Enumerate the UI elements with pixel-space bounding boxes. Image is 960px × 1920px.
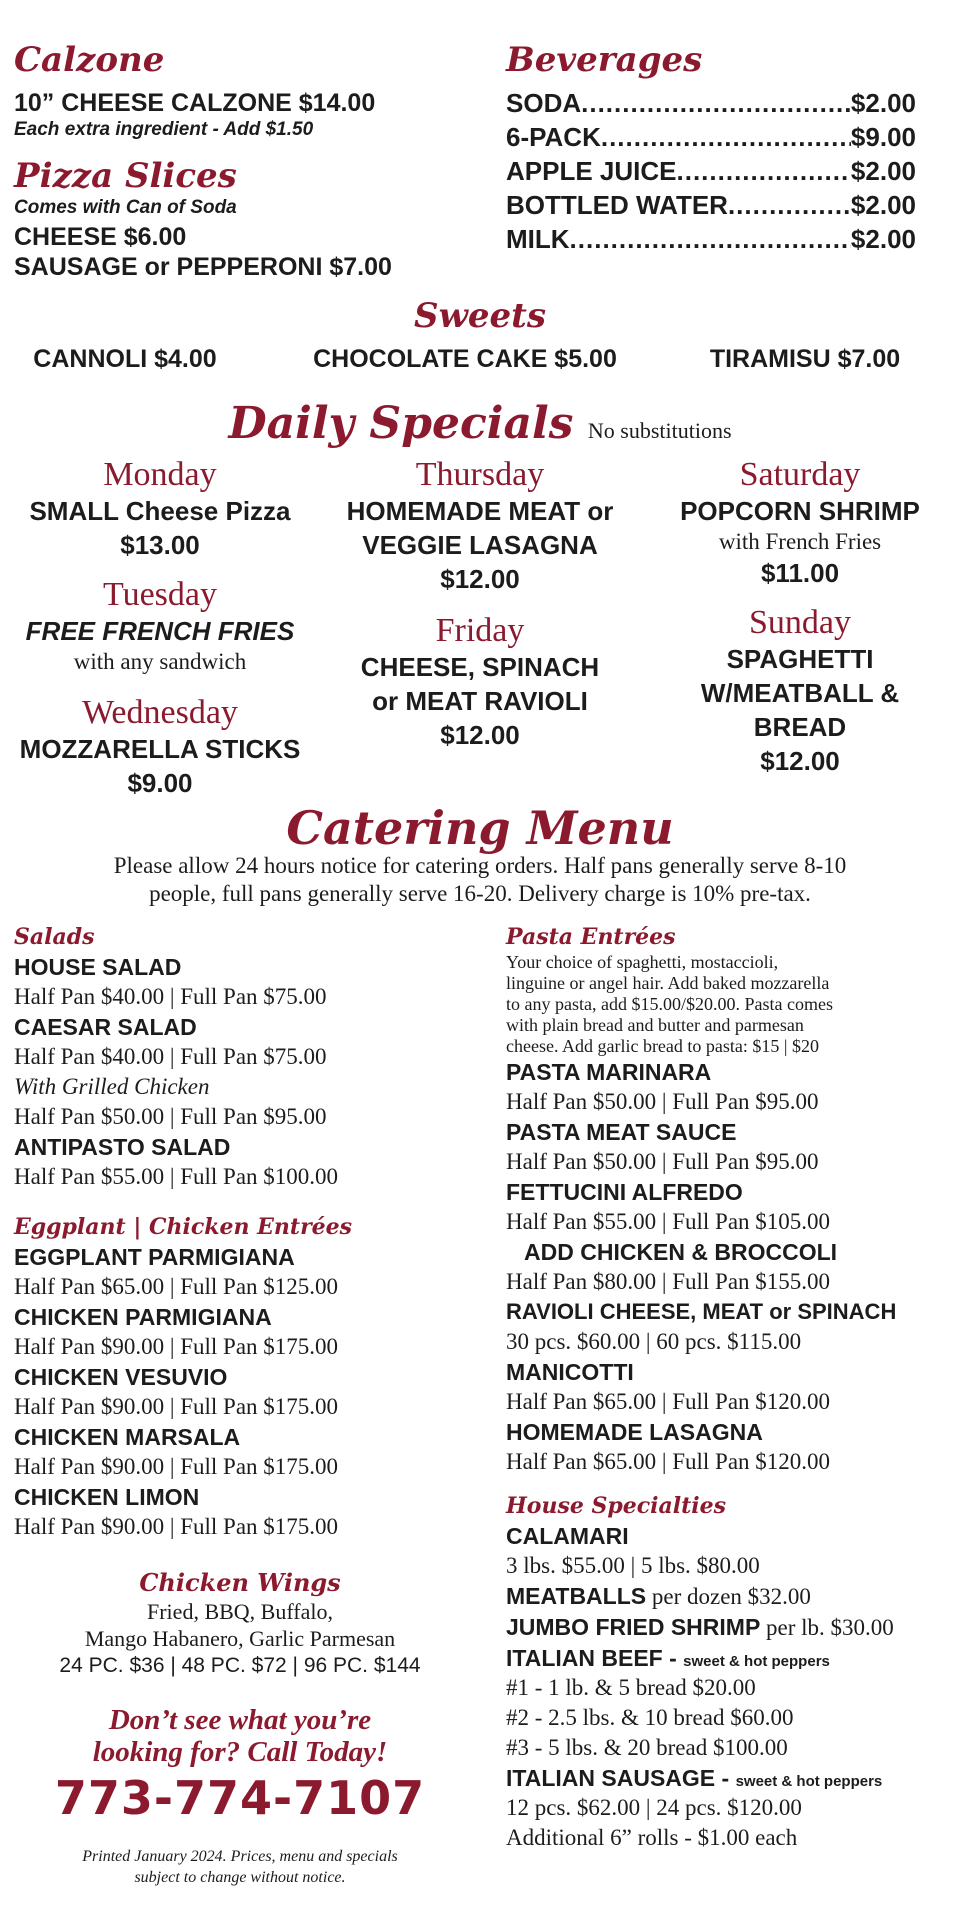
special-dish: FREE FRENCH FRIES	[25, 616, 295, 646]
special-dish: HOMEMADE MEAT or	[346, 496, 614, 526]
pasta-desc-line: linguine or angel hair. Add baked mozzarella	[506, 973, 830, 993]
call-line-2: looking for? Call Today!	[92, 1736, 388, 1768]
beverage-row	[506, 120, 916, 154]
call-line-1: Don’t see what you’re	[108, 1704, 372, 1736]
pasta-desc-line: to any pasta, add $15.00/$20.00. Pasta comes	[506, 994, 833, 1014]
meatballs-price: per dozen $32.00	[646, 1584, 811, 1609]
special-detail: with French Fries	[718, 529, 882, 554]
special-wednesday	[0, 694, 320, 800]
italian-sausage-row	[506, 1763, 956, 1793]
special-saturday	[640, 456, 960, 590]
italian-beef-row	[506, 1643, 956, 1673]
beverages-list	[506, 86, 916, 256]
pasta-price: Half Pan $55.00 | Full Pan $105.00	[506, 1209, 831, 1234]
italian-sausage-price: 12 pcs. $62.00 | 24 pcs. $120.00	[506, 1795, 802, 1820]
beverage-name: SODA	[506, 88, 582, 118]
footer-line-1: Printed January 2024. Prices, menu and specials	[82, 1848, 398, 1865]
footer-line-2: subject to change without notice.	[134, 1869, 346, 1886]
entree-name: CHICKEN MARSALA	[14, 1424, 241, 1450]
calzone-title: Calzone	[14, 40, 165, 80]
day-label: Saturday	[739, 456, 861, 493]
special-dish: SPAGHETTI	[726, 644, 874, 674]
entree-name: CHICKEN LIMON	[14, 1484, 200, 1510]
special-price: $12.00	[760, 746, 840, 776]
day-label: Thursday	[415, 456, 545, 493]
pasta-desc-line: Your choice of spaghetti, mostaccioli,	[506, 952, 779, 972]
pasta-name: PASTA MARINARA	[506, 1059, 712, 1085]
day-label: Friday	[435, 612, 525, 649]
special-dish: W/MEATBALL &	[700, 678, 900, 708]
dot-leader	[601, 120, 851, 154]
caesar-option: With Grilled Chicken	[14, 1074, 210, 1099]
beverage-name: APPLE JUICE	[506, 156, 677, 186]
call-today	[0, 1704, 480, 1828]
house-salad-price: Half Pan $40.00 | Full Pan $75.00	[14, 984, 327, 1009]
day-label: Monday	[103, 456, 217, 493]
shrimp-name: JUMBO FRIED SHRIMP	[506, 1614, 761, 1640]
pasta-price: Half Pan $65.00 | Full Pan $120.00	[506, 1449, 831, 1474]
entree-price: Half Pan $90.00 | Full Pan $175.00	[14, 1454, 339, 1479]
special-price: $12.00	[440, 720, 520, 750]
pizza-slice-sausage: SAUSAGE or PEPPERONI $7.00	[14, 253, 392, 281]
pasta-desc-line: with plain bread and butter and parmesan	[506, 1015, 804, 1035]
pasta-price: Half Pan $50.00 | Full Pan $95.00	[506, 1089, 819, 1114]
pasta-description	[506, 952, 956, 1057]
sweets-title: Sweets	[414, 296, 546, 336]
entree-price: Half Pan $90.00 | Full Pan $175.00	[14, 1334, 339, 1359]
calzone-note: Each extra ingredient - Add $1.50	[14, 119, 314, 140]
dot-leader	[728, 188, 851, 222]
caesar-option-price: Half Pan $50.00 | Full Pan $95.00	[14, 1104, 327, 1129]
italian-beef-option: #3 - 5 lbs. & 20 bread $100.00	[506, 1735, 788, 1760]
pizza-slices-title: Pizza Slices	[14, 156, 237, 196]
catering-right-column	[506, 922, 956, 1853]
day-label: Wednesday	[82, 694, 238, 731]
day-label: Sunday	[749, 604, 851, 641]
calamari-name: CALAMARI	[506, 1523, 629, 1549]
special-tuesday	[0, 576, 320, 676]
beverage-row	[506, 154, 916, 188]
special-dish: BREAD	[753, 712, 847, 742]
special-dish: MOZZARELLA STICKS	[19, 734, 301, 764]
entree-name: CHICKEN VESUVIO	[14, 1364, 228, 1390]
beverage-name: MILK	[506, 224, 570, 254]
wings-prices: 24 PC. $36 | 48 PC. $72 | 96 PC. $144	[59, 1654, 421, 1677]
italian-sausage-note: sweet & hot peppers	[735, 1773, 883, 1790]
italian-beef-option: #2 - 2.5 lbs. & 10 bread $60.00	[506, 1705, 794, 1730]
beverage-price: $2.00	[850, 156, 916, 186]
special-price: $11.00	[760, 558, 840, 588]
entree-price: Half Pan $90.00 | Full Pan $175.00	[14, 1514, 339, 1539]
special-monday	[0, 456, 320, 562]
beverage-row	[506, 86, 916, 120]
entree-name: EGGPLANT PARMIGIANA	[14, 1244, 295, 1270]
beverage-row	[506, 188, 916, 222]
special-dish: VEGGIE LASAGNA	[362, 530, 598, 560]
italian-sausage-name: ITALIAN SAUSAGE -	[506, 1765, 736, 1791]
pizza-slice-cheese: CHEESE $6.00	[14, 223, 187, 251]
pasta-name: HOMEMADE LASAGNA	[506, 1419, 763, 1445]
daily-specials-title: Daily Specials	[228, 398, 574, 449]
beverage-price: $2.00	[850, 224, 916, 254]
beverage-name: BOTTLED WATER	[506, 190, 728, 220]
pizza-slices-note: Comes with Can of Soda	[14, 197, 237, 218]
dot-leader	[570, 222, 851, 256]
special-dish: POPCORN SHRIMP	[680, 496, 920, 526]
italian-beef-note: sweet & hot peppers	[683, 1653, 830, 1670]
wings-title: Chicken Wings	[139, 1568, 341, 1597]
special-dish: CHEESE, SPINACH	[360, 652, 600, 682]
catering-left-column	[14, 922, 484, 1542]
caesar-salad-name: CAESAR SALAD	[14, 1014, 197, 1040]
beverage-price: $2.00	[850, 88, 916, 118]
meatballs-name: MEATBALLS	[506, 1583, 647, 1609]
italian-beef-option: #1 - 1 lb. & 5 bread $20.00	[506, 1675, 756, 1700]
house-salad-name: HOUSE SALAD	[14, 954, 182, 980]
catering-title: Catering Menu	[286, 801, 674, 855]
caesar-salad-price: Half Pan $40.00 | Full Pan $75.00	[14, 1044, 327, 1069]
beverage-price: $2.00	[850, 190, 916, 220]
entree-price: Half Pan $90.00 | Full Pan $175.00	[14, 1394, 339, 1419]
house-specialties-title: House Specialties	[506, 1493, 727, 1519]
sweet-chocolate-cake: CHOCOLATE CAKE $5.00	[313, 345, 617, 373]
pasta-price: Half Pan $50.00 | Full Pan $95.00	[506, 1149, 819, 1174]
shrimp-row	[506, 1612, 956, 1643]
meatballs-row	[506, 1581, 956, 1612]
special-price: $9.00	[127, 768, 193, 798]
pasta-name: MANICOTTI	[506, 1359, 634, 1385]
pasta-price: Half Pan $80.00 | Full Pan $155.00	[506, 1269, 831, 1294]
special-friday	[320, 612, 640, 752]
special-price: $13.00	[120, 530, 200, 560]
sweet-tiramisu: TIRAMISU $7.00	[709, 345, 901, 373]
pasta-name: PASTA MEAT SAUCE	[506, 1119, 737, 1145]
entrees-title: Eggplant | Chicken Entrées	[14, 1214, 353, 1240]
day-label: Tuesday	[103, 576, 217, 613]
calamari-price: 3 lbs. $55.00 | 5 lbs. $80.00	[506, 1553, 760, 1578]
dot-leader	[581, 86, 851, 120]
dot-leader	[677, 154, 851, 188]
salads-title: Salads	[14, 924, 95, 950]
beverage-row	[506, 222, 916, 256]
wings-line-2: Mango Habanero, Garlic Parmesan	[84, 1626, 396, 1651]
entree-price: Half Pan $65.00 | Full Pan $125.00	[14, 1274, 339, 1299]
catering-intro-2: people, full pans generally serve 16-20. Delivery charge is 10% pre-tax.	[149, 881, 811, 906]
rolls-extra: Additional 6” rolls - $1.00 each	[506, 1825, 798, 1850]
daily-specials-note: No substitutions	[587, 418, 732, 443]
pasta-name: RAVIOLI CHEESE, MEAT or SPINACH	[506, 1299, 897, 1324]
special-sunday	[640, 604, 960, 778]
catering-intro-1: Please allow 24 hours notice for catering orders. Half pans generally serve 8-10	[113, 853, 847, 878]
beverage-price: $9.00	[850, 122, 916, 152]
chicken-wings	[0, 1568, 480, 1680]
italian-beef-name: ITALIAN BEEF -	[506, 1645, 684, 1671]
wings-line-1: Fried, BBQ, Buffalo,	[147, 1599, 333, 1624]
shrimp-price: per lb. $30.00	[760, 1615, 894, 1640]
phone-number[interactable]: 773-774-7107	[54, 1771, 426, 1825]
calzone-item: 10” CHEESE CALZONE $14.00	[14, 89, 376, 117]
pasta-price: Half Pan $65.00 | Full Pan $120.00	[506, 1389, 831, 1414]
special-detail: with any sandwich	[73, 649, 247, 674]
sweet-cannoli: CANNOLI $4.00	[33, 345, 217, 373]
pasta-name: FETTUCINI ALFREDO	[506, 1179, 743, 1205]
special-thursday	[320, 456, 640, 596]
beverage-name: 6-PACK	[506, 122, 601, 152]
entree-name: CHICKEN PARMIGIANA	[14, 1304, 272, 1330]
pasta-desc-line: cheese. Add garlic bread to pasta: $15 | $20	[506, 1036, 820, 1056]
antipasto-salad-price: Half Pan $55.00 | Full Pan $100.00	[14, 1164, 339, 1189]
pasta-title: Pasta Entrées	[506, 924, 676, 950]
pasta-name: ADD CHICKEN & BROCCOLI	[524, 1239, 838, 1265]
special-dish: SMALL Cheese Pizza	[29, 496, 291, 526]
footer	[0, 1846, 480, 1888]
daily-specials-header	[0, 398, 960, 450]
antipasto-salad-name: ANTIPASTO SALAD	[14, 1134, 231, 1160]
pasta-price: 30 pcs. $60.00 | 60 pcs. $115.00	[506, 1329, 802, 1354]
special-price: $12.00	[440, 564, 520, 594]
beverages-title: Beverages	[506, 40, 703, 80]
special-dish: or MEAT RAVIOLI	[372, 686, 588, 716]
